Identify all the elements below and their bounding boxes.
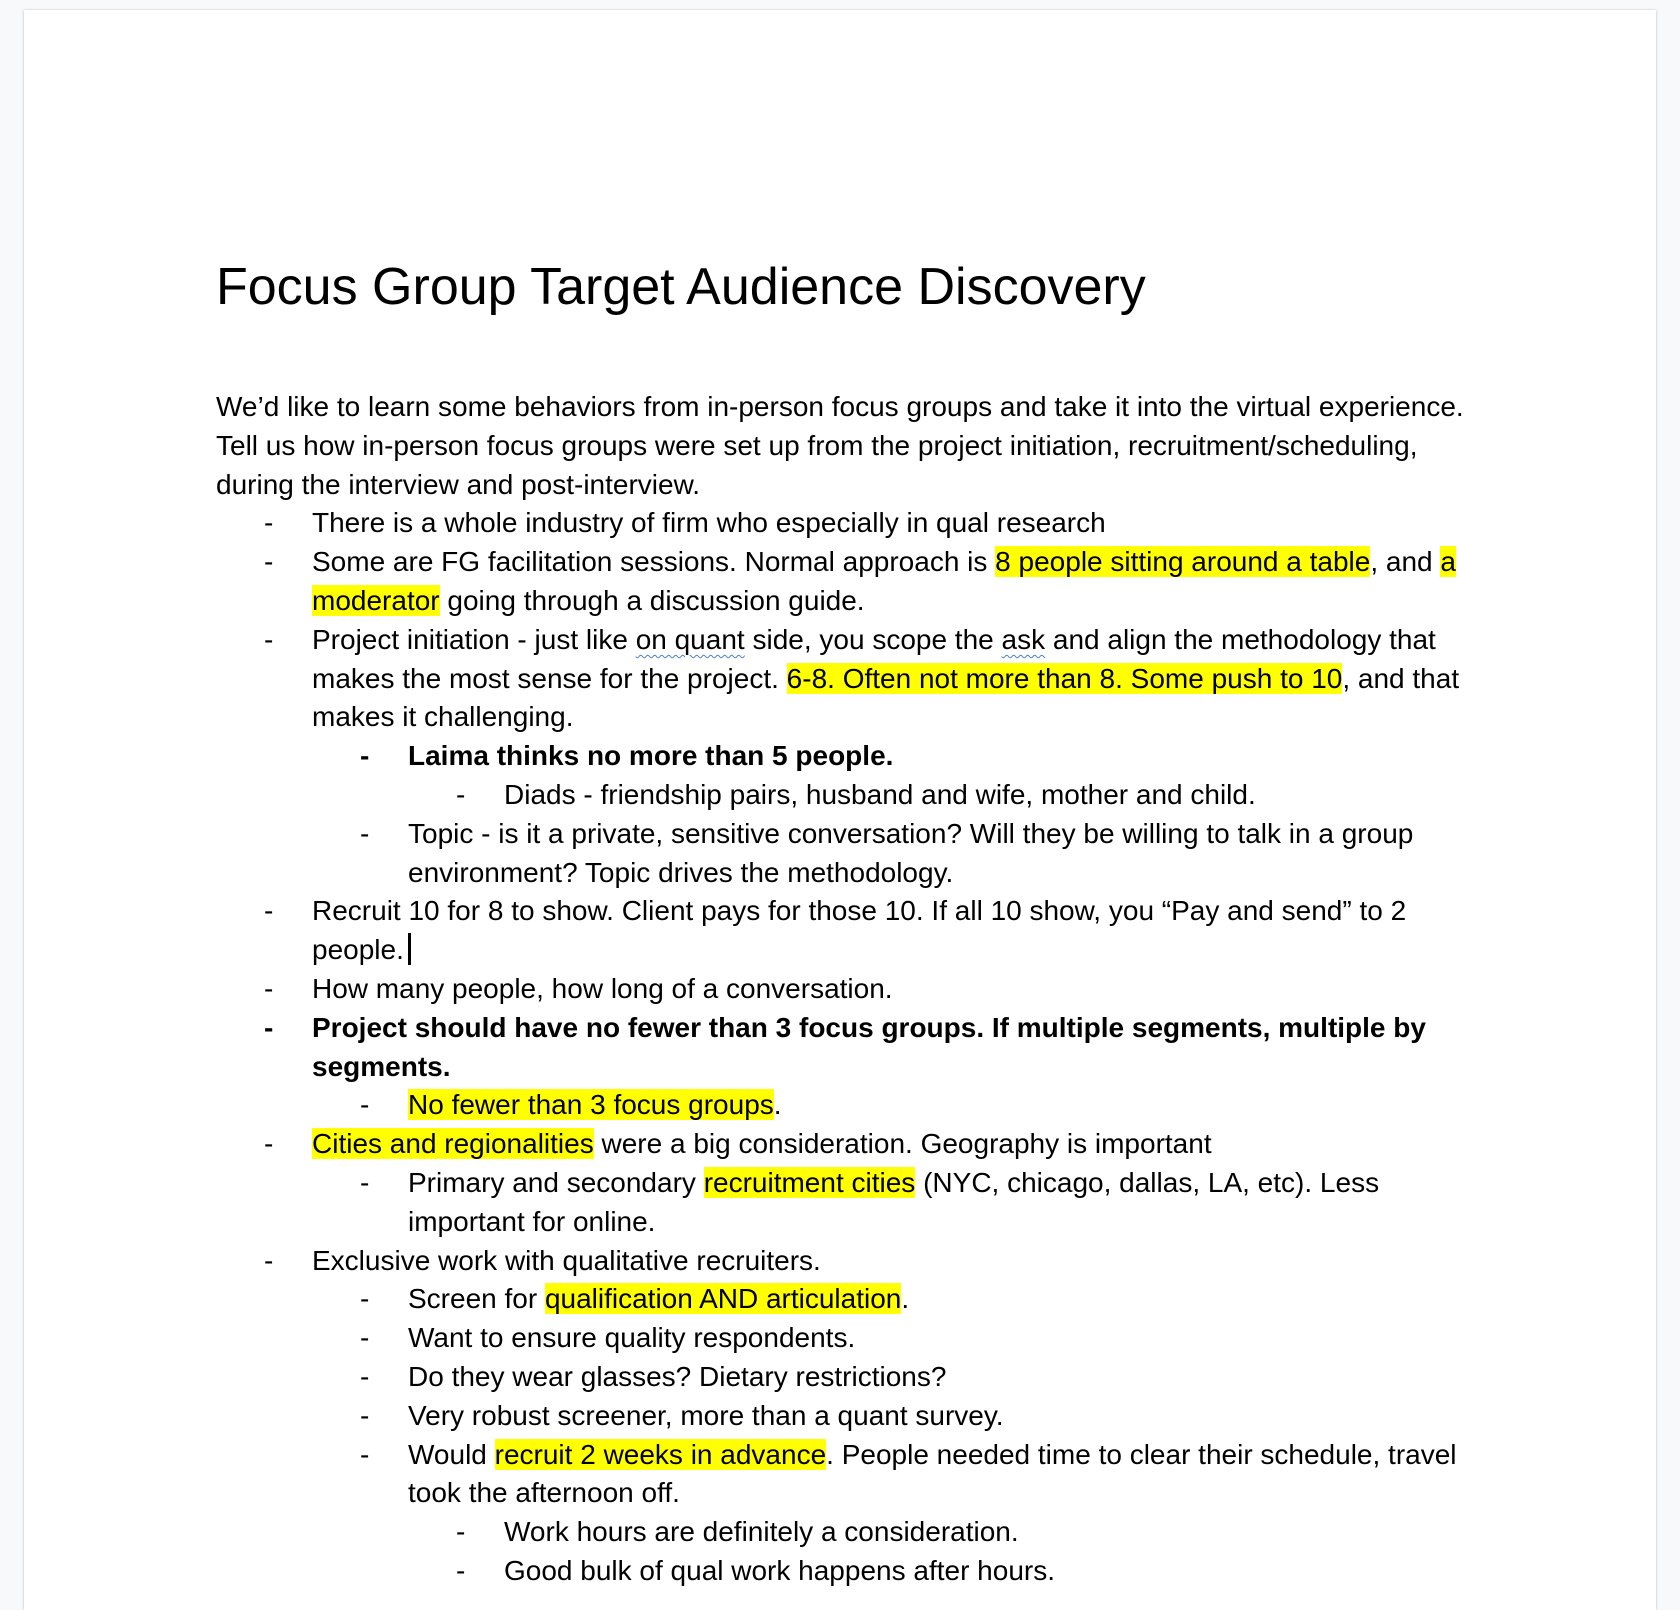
bullet-item[interactable] [216,776,1496,815]
bullet-item[interactable] [216,1436,1496,1514]
bullet-dash: - [264,1011,274,1043]
bullet-dash: - [456,1554,466,1586]
bullet-item[interactable] [216,504,1496,543]
spellcheck-flagged-text: on quant [635,623,745,655]
bullet-text: Want to ensure quality respondents. [408,1322,856,1354]
bullet-text: Diads - friendship pairs, husband and wife, mother and child. [504,778,1256,810]
document-body[interactable] [216,388,1496,1591]
bullet-dash: - [264,507,274,539]
bullet-text: . [773,1089,782,1121]
bullet-dash: - [456,1516,466,1548]
bullet-text: Primary and secondary [408,1166,704,1198]
bullet-item[interactable] [216,892,1496,970]
highlighted-text: Cities and regionalities [312,1128,594,1160]
bullet-dash: - [360,1283,370,1315]
bullet-text: and align the methodology that makes the most sense for the project. [312,623,1436,694]
bullet-dash: - [264,972,274,1004]
text-cursor [408,933,411,965]
bullet-item[interactable] [216,543,1496,621]
bullet-item[interactable] [216,815,1496,893]
bullet-text: Project should have no fewer than 3 focus groups. If multiple segments, multiple by segments. [312,1011,1426,1082]
bullet-dash: - [264,623,274,655]
bullet-item[interactable] [216,1009,1496,1087]
bullet-text: (NYC, chicago, dallas, LA, etc). Less important for online. [408,1166,1380,1237]
bullet-text: How many people, how long of a conversation. [312,972,893,1004]
bullet-text: side, you scope the [744,623,1002,655]
bullet-text: . People needed time to clear their schedule, travel took the afternoon off. [408,1438,1457,1509]
bullet-item[interactable] [216,1319,1496,1358]
bullet-item[interactable] [216,970,1496,1009]
intro-paragraph[interactable]: We’d like to learn some behaviors from in-person focus groups and take it into the virtual experience. Tell us how in-person focus groups were set up from the project initiation, recruitment/scheduling, during the interview and post-interview. [216,391,1464,500]
bullet-text: Some are FG facilitation sessions. Normal approach is [312,546,996,578]
highlighted-text: 6-8. Often not more than 8. Some push to 10 [786,662,1343,694]
bullet-item[interactable] [216,1397,1496,1436]
bullet-dash: - [360,740,370,772]
document-title[interactable]: Focus Group Target Audience Discovery [216,258,1146,316]
bullet-dash: - [360,1322,370,1354]
bullet-text: Very robust screener, more than a quant survey. [408,1399,1004,1431]
bullet-dash: - [360,1089,370,1121]
highlighted-text: 8 people sitting around a table [995,546,1371,578]
bullet-dash: - [360,817,370,849]
bullet-text: Good bulk of qual work happens after hours. [504,1554,1056,1586]
bullet-text: , and [1370,546,1441,578]
bullet-item[interactable] [216,1125,1496,1164]
bullet-item[interactable] [216,1280,1496,1319]
bullet-dash: - [360,1438,370,1470]
bullet-text: Do they wear glasses? Dietary restrictions? [408,1360,947,1392]
bullet-text: Project initiation - just like [312,623,636,655]
bullet-text: Would [408,1438,495,1470]
bullet-text: , and that makes it challenging. [312,662,1460,733]
bullet-dash: - [360,1166,370,1198]
bullet-dash: - [264,1244,274,1276]
bullet-text: Topic - is it a private, sensitive conversation? Will they be willing to talk in a group environment? Topic drives the methodology. [408,817,1414,888]
highlighted-text: No fewer than 3 focus groups [408,1089,774,1121]
bullet-text: Work hours are definitely a consideration. [504,1516,1019,1548]
bullet-text: . [901,1283,910,1315]
spellcheck-flagged-text: ask [1001,623,1046,655]
highlighted-text: qualification AND articulation [544,1283,902,1315]
bullet-dash: - [264,1128,274,1160]
document-page[interactable] [24,10,1656,1610]
bullet-dash: - [360,1399,370,1431]
bullet-text: There is a whole industry of firm who especially in qual research [312,507,1106,539]
bullet-dash: - [456,778,466,810]
bullet-dash: - [264,546,274,578]
bullet-item[interactable] [216,737,1496,776]
highlighted-text: a moderator [312,546,1456,616]
bullet-item[interactable] [216,1086,1496,1125]
bullet-text: Exclusive work with qualitative recruiters. [312,1244,821,1276]
bullet-item[interactable] [216,1242,1496,1281]
bullet-text: Screen for [408,1283,545,1315]
bullet-text: Laima thinks no more than 5 people. [408,740,894,772]
highlighted-text: recruit 2 weeks in advance [494,1438,827,1470]
bullet-list [216,504,1496,1590]
bullet-item[interactable] [216,1513,1496,1552]
highlighted-text: recruitment cities [703,1166,916,1198]
bullet-text: going through a discussion guide. [439,584,865,616]
bullet-item[interactable] [216,621,1496,737]
bullet-dash: - [360,1360,370,1392]
bullet-item[interactable] [216,1164,1496,1242]
bullet-item[interactable] [216,1358,1496,1397]
bullet-text: Recruit 10 for 8 to show. Client pays for those 10. If all 10 show, you “Pay and send” to 2 people. [312,895,1407,966]
bullet-text: were a big consideration. Geography is important [593,1128,1212,1160]
bullet-dash: - [264,895,274,927]
